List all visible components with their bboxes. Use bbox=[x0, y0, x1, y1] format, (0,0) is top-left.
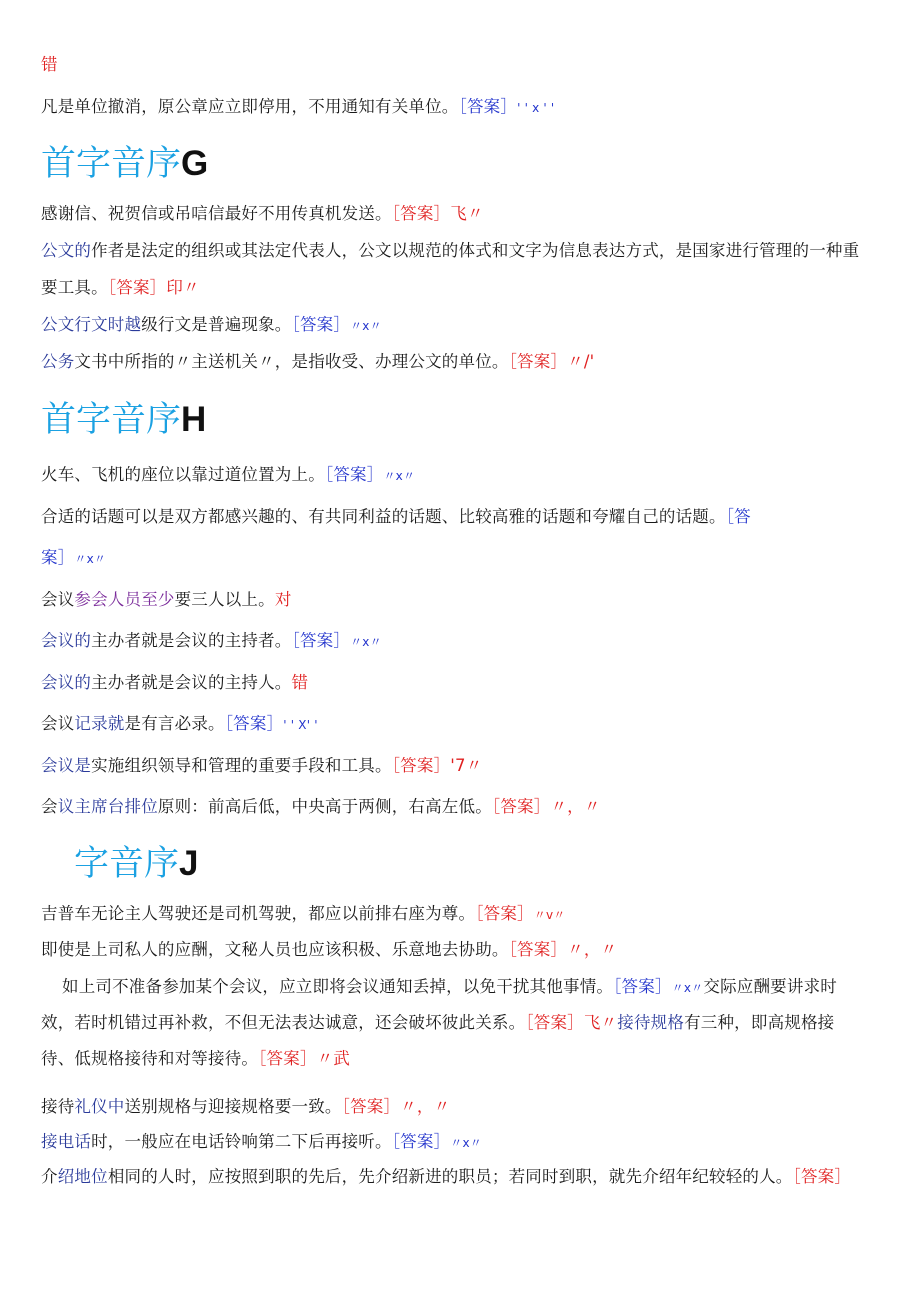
heading-letter: G bbox=[181, 144, 209, 183]
answer-label: ［答案］ bbox=[324, 465, 384, 484]
question-text: 送别规格与迎接规格要一致。 bbox=[124, 1097, 342, 1116]
question-text: 火车、飞机的座位以靠过道位置为上。 bbox=[41, 465, 325, 484]
answer-mark: 〃x〃 bbox=[671, 981, 704, 995]
text-line bbox=[41, 1131, 482, 1154]
text-line bbox=[41, 755, 482, 777]
highlight-text: 参会人员至少 bbox=[74, 590, 175, 609]
question-text: 相同的人时，应按照到职的先后，先介绍新进的职员；若同时到职，就先介绍年纪较轻的人。 bbox=[107, 1167, 793, 1186]
text-line bbox=[41, 203, 484, 225]
question-text: 会议 bbox=[41, 590, 75, 609]
answer-label: ［答案］ bbox=[291, 315, 351, 334]
answer-mark: 〃x〃 bbox=[74, 552, 107, 566]
answer-mark: 〃x〃 bbox=[383, 469, 416, 483]
answer-mark: ' ' X' ' bbox=[283, 718, 318, 732]
text-line bbox=[41, 1166, 851, 1188]
answer-text: ［答案］'7〃 bbox=[391, 756, 483, 775]
answer-label: ［答案］ bbox=[475, 904, 534, 923]
highlight-text: 会议是 bbox=[41, 756, 92, 775]
heading-text: 首字音序 bbox=[41, 400, 182, 440]
question-text: 会 bbox=[41, 797, 58, 816]
question-text: 效，若时机错过再补救，不但无法表达诚意，还会破坏彼此关系。 bbox=[41, 1013, 526, 1032]
highlight-text: 议主席台排位 bbox=[57, 797, 158, 816]
question-text: 介 bbox=[41, 1167, 58, 1186]
answer-mark: 〃x〃 bbox=[350, 319, 382, 333]
question-text: 如上司不准备参加某个会议，应立即将会议通知丢掉，以免干扰其他事情。 bbox=[62, 977, 614, 996]
question-text: 有三种，即高规格接 bbox=[684, 1013, 835, 1032]
text-line bbox=[41, 630, 382, 653]
text-line bbox=[41, 1096, 450, 1118]
question-text: 要工具。 bbox=[41, 278, 108, 297]
text-line bbox=[41, 277, 200, 299]
text-line bbox=[41, 547, 106, 570]
answer-label: ［答案］ bbox=[291, 631, 351, 650]
section-heading bbox=[41, 142, 208, 186]
text-line bbox=[41, 903, 565, 926]
answer-label: ［答案］ bbox=[391, 1132, 451, 1151]
highlight-text: 绍地位 bbox=[57, 1167, 108, 1186]
question-text: 感谢信、祝贺信或吊唁信最好不用传真机发送。 bbox=[41, 204, 392, 223]
highlight-text: 接待规格 bbox=[617, 1013, 685, 1032]
heading-letter: H bbox=[181, 400, 207, 439]
heading-letter: J bbox=[179, 844, 199, 883]
question-text: 接待 bbox=[41, 1097, 75, 1116]
text-line bbox=[41, 939, 617, 961]
text-line bbox=[41, 464, 415, 487]
question-text: 合适的话题可以是双方都感兴趣的、有共同利益的话题、比较高雅的话题和夸耀自己的话题。 bbox=[41, 507, 726, 526]
question-text: 即使是上司私人的应酬，文秘人员也应该积极、乐意地去协助。 bbox=[41, 940, 509, 959]
answer-label: ［答案］ bbox=[792, 1167, 852, 1186]
question-text: 待、低规格接待和对等接待。 bbox=[41, 1049, 259, 1068]
highlight-text: 公文行文时越 bbox=[41, 315, 142, 334]
text-line bbox=[41, 672, 308, 694]
question-text: 是有言必录。 bbox=[124, 714, 225, 733]
heading-text: 首字音序 bbox=[41, 144, 182, 184]
answer-text: ［答案］〃，〃 bbox=[508, 940, 618, 959]
highlight-text: 会议的 bbox=[41, 631, 92, 650]
question-text: 级行文是普遍现象。 bbox=[141, 315, 292, 334]
highlight-text: 接电话 bbox=[41, 1132, 92, 1151]
answer-text: ［答案］〃，〃 bbox=[341, 1097, 451, 1116]
highlight-text: 记录就 bbox=[74, 714, 125, 733]
highlight-text: 会议的 bbox=[41, 673, 92, 692]
answer-mark: 〃x〃 bbox=[350, 635, 382, 649]
heading-text: 字音序 bbox=[74, 844, 180, 884]
verdict-text: 错 bbox=[41, 55, 58, 74]
question-text: 吉普车无论主人驾驶还是司机驾驶，都应以前排右座为尊。 bbox=[41, 904, 476, 923]
question-text: 文书中所指的〃主送机关〃，是指收受、办理公文的单位。 bbox=[74, 352, 509, 371]
highlight-text: 公务 bbox=[41, 352, 75, 371]
question-text: 要三人以上。 bbox=[174, 590, 275, 609]
question-text: 主办者就是会议的主持人。 bbox=[91, 673, 292, 692]
answer-text: ［答案］飞〃 bbox=[391, 204, 484, 223]
question-text: 主办者就是会议的主持者。 bbox=[91, 631, 292, 650]
answer-label: ［答 bbox=[725, 507, 751, 526]
answer-label: ［答案］ bbox=[613, 977, 672, 996]
question-text: 会议 bbox=[41, 714, 75, 733]
text-line bbox=[41, 1012, 834, 1034]
text-line bbox=[41, 54, 58, 76]
text-line bbox=[41, 240, 859, 262]
question-text: 原则：前高后低，中央高于两侧，右高左低。 bbox=[157, 797, 492, 816]
text-line bbox=[41, 314, 382, 337]
answer-label: ［答案］ bbox=[458, 97, 518, 116]
highlight-text: 礼仪中 bbox=[74, 1097, 125, 1116]
answer-text: ［答案］〃武 bbox=[258, 1049, 351, 1068]
answer-text: ［答案］〃/' bbox=[508, 352, 595, 371]
answer-text: ［答案］飞〃 bbox=[525, 1013, 618, 1032]
answer-mark: 〃x〃 bbox=[450, 1136, 482, 1150]
answer-mark: ' ' x ' ' bbox=[517, 101, 555, 115]
section-heading bbox=[74, 842, 198, 886]
text-line bbox=[41, 589, 292, 611]
verdict-text: 错 bbox=[291, 673, 309, 692]
question-text: 凡是单位撤消，原公章应立即停用，不用通知有关单位。 bbox=[41, 97, 459, 116]
text-line bbox=[41, 796, 601, 818]
text-line bbox=[41, 1048, 350, 1070]
question-text: 时，一般应在电话铃响第二下后再接听。 bbox=[91, 1132, 392, 1151]
text-line bbox=[41, 506, 751, 528]
question-text: 交际应酬要讲求时 bbox=[703, 977, 837, 996]
text-line bbox=[41, 96, 554, 119]
highlight-text: 公文的 bbox=[41, 241, 92, 260]
answer-text: ［答案］印〃 bbox=[107, 278, 200, 297]
section-heading bbox=[41, 398, 206, 442]
text-line bbox=[41, 713, 318, 736]
question-text: 作者是法定的组织或其法定代表人，公文以规范的体式和文字为信息表达方式，是国家进行管理的一种重 bbox=[91, 241, 860, 260]
answer-label: 案］ bbox=[41, 548, 75, 567]
answer-text: ［答案］〃，〃 bbox=[491, 797, 601, 816]
text-line bbox=[41, 351, 594, 373]
answer-label: ［答案］ bbox=[224, 714, 284, 733]
text-line bbox=[62, 976, 837, 999]
answer-mark: 〃v〃 bbox=[533, 908, 566, 922]
verdict-text: 对 bbox=[274, 590, 292, 609]
question-text: 实施组织领导和管理的重要手段和工具。 bbox=[91, 756, 392, 775]
